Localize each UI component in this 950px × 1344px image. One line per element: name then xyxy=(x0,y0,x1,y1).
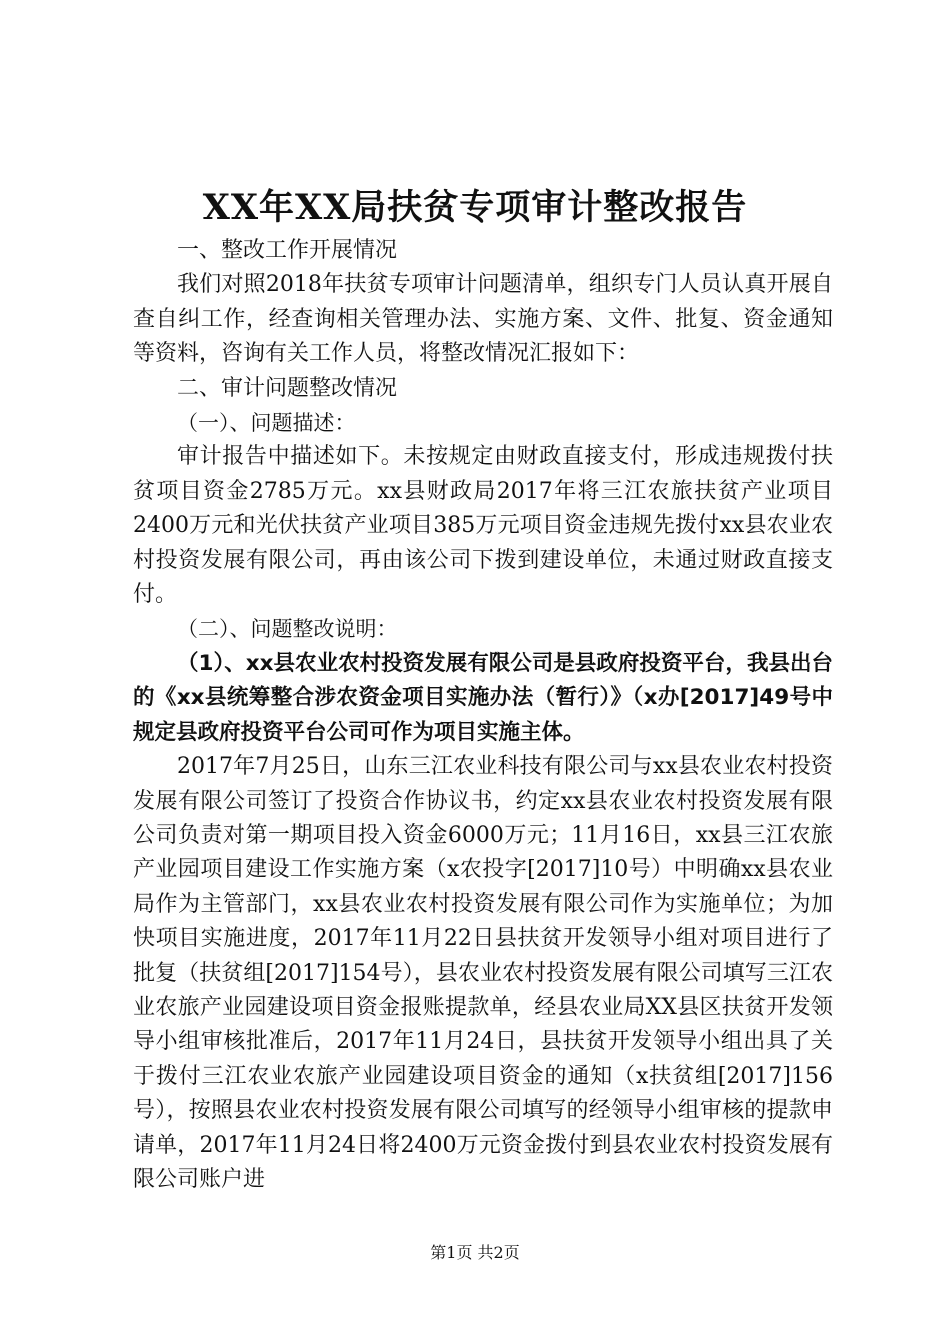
section-heading-1: 一、整改工作开展情况 xyxy=(177,238,398,263)
section-heading-2: 二、审计问题整改情况 xyxy=(177,375,398,401)
document-body xyxy=(133,234,833,1197)
subheading-rectification-notes: （二）、问题整改说明： xyxy=(177,617,398,642)
document-title: XX年XX局扶贫专项审计整改报告 xyxy=(202,187,748,228)
paragraph-problem-description: 审计报告中描述如下。未按规定由财政直接支付，形成违规拨付扶贫项目资金2785万元。xx县财政局2017年将三江农旅扶贫产业项目2400万元和光伏扶贫产业项目385万元项目资金违规先拨付xx县农业农村投资发展有限公司，再由该公司下拨到建设单位，未通过财政直接支付。 xyxy=(133,444,833,608)
paragraph-rectification-point-1: （1）、xx县农业农村投资发展有限公司是县政府投资平台，我县出台的《xx县统筹整合涉农资金项目实施办法（暂行）》（x办[2017]49号中规定县政府投资平台公司可作为项目实施主体。 xyxy=(133,650,833,745)
paragraph-intro: 我们对照2018年扶贫专项审计问题清单，组织专门人员认真开展自查自纠工作，经查询相关管理办法、实施方案、文件、批复、资金通知等资料，咨询有关工作人员，将整改情况汇报如下： xyxy=(133,272,833,367)
subheading-problem-description: （一）、问题描述： xyxy=(177,411,356,436)
page-number-footer: 第1页 共2页 xyxy=(430,1243,520,1262)
paragraph-project-timeline: 2017年7月25日，山东三江农业科技有限公司与xx县农业农村投资发展有限公司签订了投资合作协议书，约定xx县农业农村投资发展有限公司负责对第一期项目投入资金6000万元；11月16日，xx县三江农旅产业园项目建设工作实施方案（x农投字[2017]10号）中明确xx县农业局作为主管部门，xx县农业农村投资发展有限公司作为实施单位；为加快项目实施进度，2017年11月22日县扶贫开发领导小组对项目进行了批复（扶贫组[2017]154号），县农业农村投资发展有限公司填写三江农业农旅产业园建设项目资金报账提款单，经县农业局XX县区扶贫开发领导小组审核批准后，2017年11月24日，县扶贫开发领导小组出具了关于拨付三江农业农旅产业园建设项目资金的通知（x扶贫组[2017]156号），按照县农业农村投资发展有限公司填写的经领导小组审核的提款申请单，2017年11月24日将2400万元资金拨付到县农业农村投资发展有限公司账户进 xyxy=(133,754,833,1192)
